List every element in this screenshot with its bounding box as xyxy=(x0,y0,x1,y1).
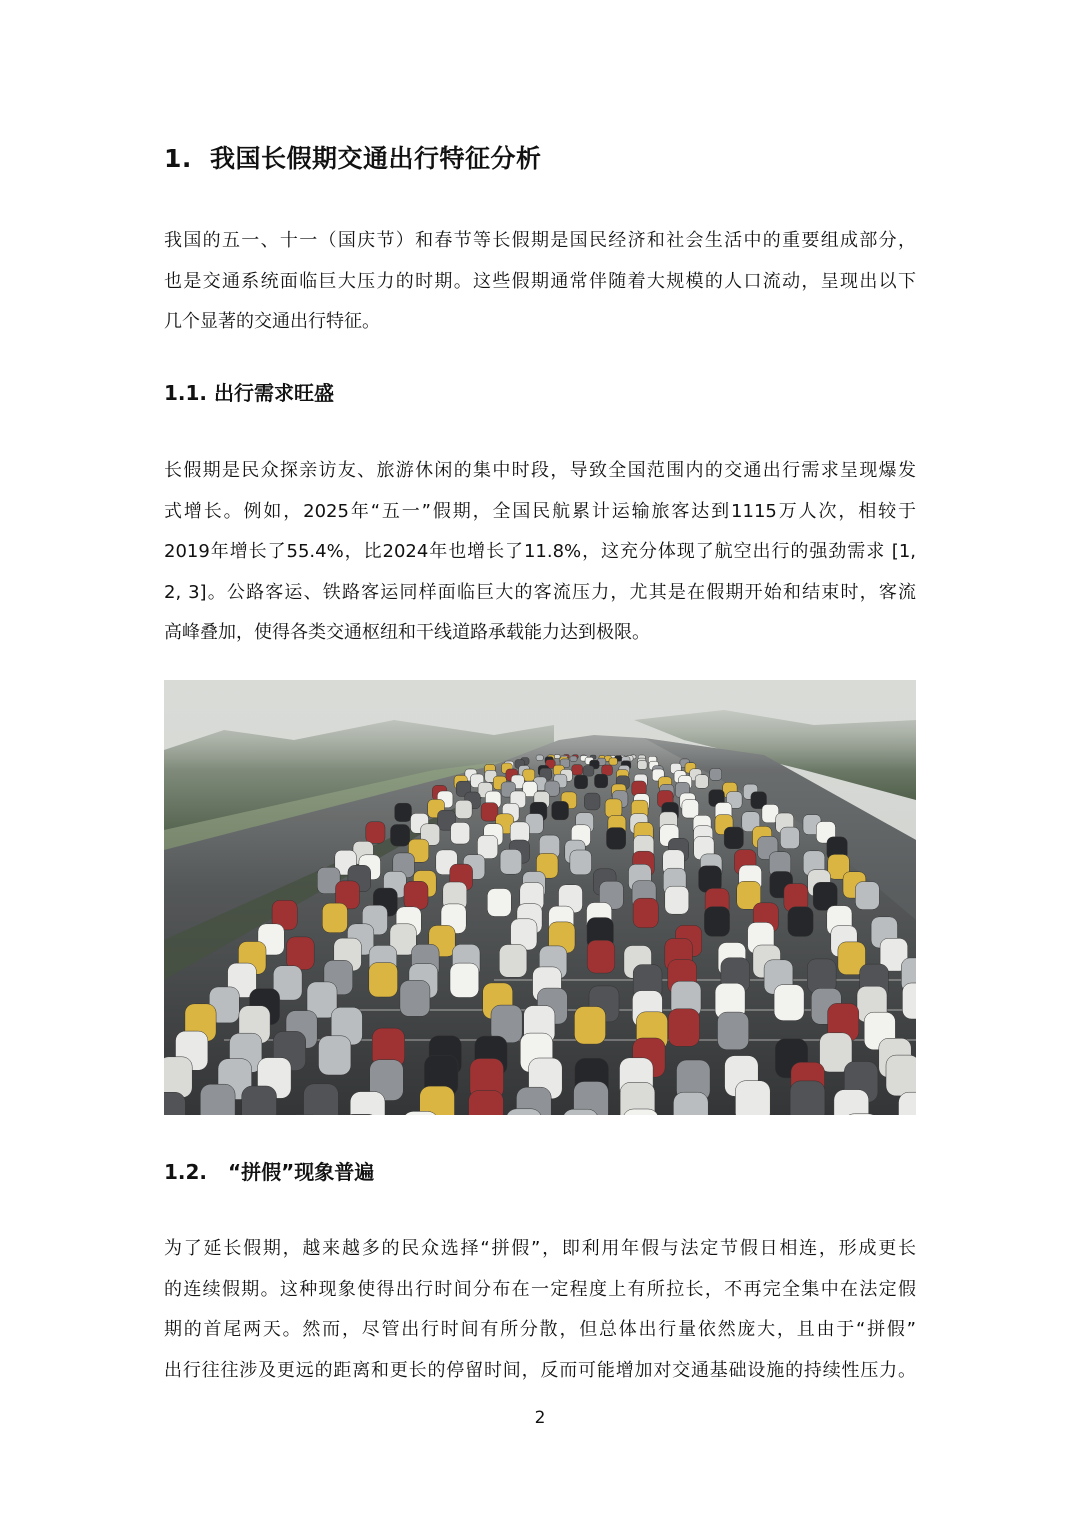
section-number: 1. xyxy=(164,144,192,173)
paragraph-line: 的连续假期。这种现象使得出行时间分布在一定程度上有所拉长，不再完全集中在法定假 xyxy=(164,1278,916,1300)
demand-paragraph xyxy=(164,451,916,654)
subsection-heading xyxy=(164,377,334,406)
paragraph-line: 式增长。例如，2025年“五一”假期，全国民航累计运输旅客达到1115万人次，相较于 xyxy=(164,500,916,522)
paragraph-line: 长假期是民众探亲访友、旅游休闲的集中时段，导致全国范围内的交通出行需求呈现爆发 xyxy=(164,460,916,481)
section-heading xyxy=(164,139,542,175)
paragraph-line: 期的首尾两天。然而，尽管出行时间有所分散，但总体出行量依然庞大，且由于“拼假” xyxy=(164,1319,916,1340)
page-number: 2 xyxy=(534,1408,546,1428)
paragraph-line: 出行往往涉及更远的距离和更长的停留时间，反而可能增加对交通基础设施的持续性压力。 xyxy=(164,1359,916,1381)
paragraph-line: 也是交通系统面临巨大压力的时期。这些假期通常伴随着大规模的人口流动，呈现出以下 xyxy=(164,270,916,292)
subsection-title: 出行需求旺盛 xyxy=(214,381,334,405)
subsection-heading xyxy=(164,1156,374,1185)
subsection-title: “拼假”现象普遍 xyxy=(228,1160,375,1184)
subsection-number: 1.2. xyxy=(164,1160,208,1184)
paragraph-line: 高峰叠加，使得各类交通枢纽和干线道路承载能力达到极限。 xyxy=(164,622,650,643)
subsection-number: 1.1. xyxy=(164,381,208,405)
paragraph-line: 2019年增长了55.4%，比2024年也增长了11.8%，这充分体现了航空出行的强劲需求 [1, xyxy=(164,541,916,562)
traffic-jam-photo xyxy=(164,680,916,1115)
holiday-combining-paragraph xyxy=(164,1229,916,1391)
paragraph-line: 我国的五一、十一（国庆节）和春节等长假期是国民经济和社会生活中的重要组成部分， xyxy=(164,230,916,251)
paragraph-line: 为了延长假期，越来越多的民众选择“拼假”，即利用年假与法定节假日相连，形成更长 xyxy=(164,1238,916,1259)
paragraph-line: 几个显著的交通出行特征。 xyxy=(164,311,380,332)
paragraph-line: 2, 3]。公路客运、铁路客运同样面临巨大的客流压力，尤其是在假期开始和结束时，客流 xyxy=(164,581,916,603)
section-title: 我国长假期交通出行特征分析 xyxy=(210,144,542,173)
intro-paragraph xyxy=(164,221,916,343)
